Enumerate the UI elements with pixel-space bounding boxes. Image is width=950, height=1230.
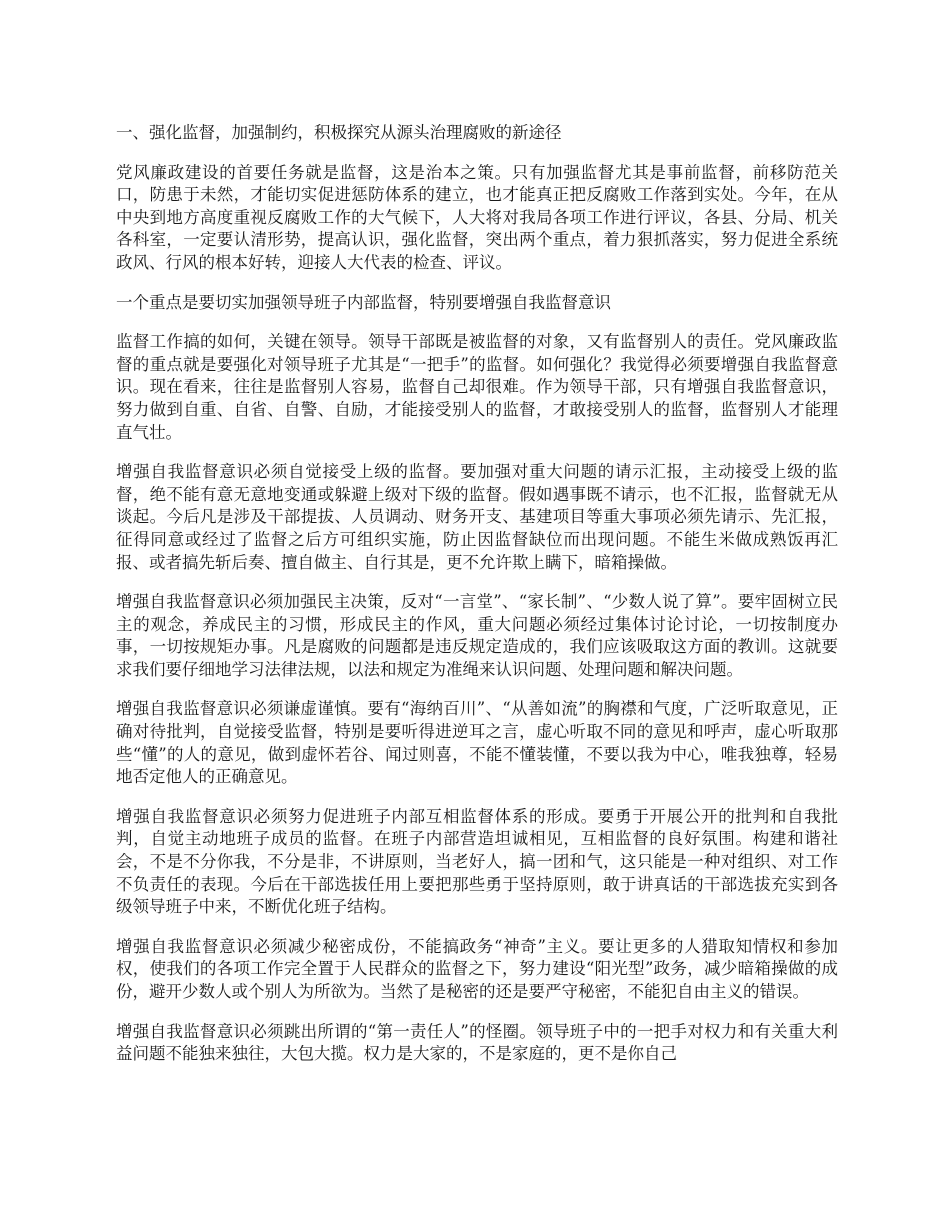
- section-title: 一、强化监督，加强制约，积极探究从源头治理腐败的新途径: [116, 123, 562, 142]
- paragraph: 增强自我监督意识必须加强民主决策，反对“一言堂”、“家长制”、“少数人说了算”。要牢固树立民主的观念，养成民主的习惯，形成民主的作风，重大问题必须经过集体讨论讨论，一切按制度办事，一切按规矩办事。凡是腐败的问题都是违反规定造成的，我们应该吸取这方面的教训。这就要求我们要仔细地学习法律法规，以法和规定为准绳来认识问题、处理问题和解决问题。: [116, 592, 838, 679]
- paragraph: 增强自我监督意识必须努力促进班子内部互相监督体系的形成。要勇于开展公开的批判和自我批判，自觉主动地班子成员的监督。在班子内部营造坦诚相见，互相监督的良好氛围。构建和谐社会，不是不分你我，不分是非，不讲原则，当老好人，搞一团和气，这只能是一种对组织、对工作不负责任的表现。今后在干部选拔任用上要把那些勇于坚持原则，敢于讲真话的干部选拔充实到各级领导班子中来，不断优化班子结构。: [116, 806, 838, 917]
- document-body: [116, 122, 838, 1083]
- subheading: 一个重点是要切实加强领导班子内部监督，特别要增强自我监督意识: [116, 292, 611, 312]
- paragraph: 增强自我监督意识必须减少秘密成份，不能搞政务“神奇”主义。要让更多的人猎取知情权和参加权，使我们的各项工作完全置于人民群众的监督之下，努力建设“阳光型”政务，减少暗箱操做的成份，避开少数人或个别人为所欲为。当然了是秘密的还是要严守秘密，不能犯自由主义的错误。: [116, 936, 838, 1001]
- paragraph: 增强自我监督意识必须自觉接受上级的监督。要加强对重大问题的请示汇报，主动接受上级的监督，绝不能有意无意地变通或躲避上级对下级的监督。假如遇事既不请示，也不汇报，监督就无从谈起。今后凡是涉及干部提拔、人员调动、财务开支、基建项目等重大事项必须先请示、先汇报，征得同意或经过了监督之后方可组织实施，防止因监督缺位而出现问题。不能生米做成熟饭再汇报、或者搞先斩后奏、擅自做主、自行其是，更不允许欺上瞒下，暗箱操做。: [116, 462, 838, 572]
- paragraph: 增强自我监督意识必须谦虚谨慎。要有“海纳百川”、“从善如流”的胸襟和气度，广泛听取意见，正确对待批判，自觉接受监督，特别是要听得进逆耳之言，虚心听取不同的意见和呼声，虚心听取那些“懂”的人的意见，做到虚怀若谷、闻过则喜，不能不懂装懂，不要以我为中心，唯我独尊，轻易地否定他人的正确意见。: [116, 699, 838, 787]
- paragraph: 党风廉政建设的首要任务就是监督，这是治本之策。只有加强监督尤其是事前监督，前移防范关口，防患于未然，才能切实促进惩防体系的建立，也才能真正把反腐败工作落到实处。今年，在从中央到地方高度重视反腐败工作的大气候下，人大将对我局各项工作进行评议，各县、分局、机关各科室，一定要认清形势，提高认识，强化监督，突出两个重点，着力狠抓落实，努力促进全系统政风、行风的根本好转，迎接人大代表的检查、评议。: [116, 162, 838, 272]
- paragraph: 监督工作搞的如何，关键在领导。领导干部既是被监督的对象，又有监督别人的责任。党风廉政监督的重点就是要强化对领导班子尤其是“一把手”的监督。如何强化？我觉得必须要增强自我监督意识。现在看来，往往是监督别人容易，监督自己却很难。作为领导干部，只有增强自我监督意识，努力做到自重、自省、自警、自励，才能接受别人的监督，才敢接受别人的监督，监督别人才能理直气壮。: [116, 332, 838, 442]
- paragraph: 增强自我监督意识必须跳出所谓的“第一责任人”的怪圈。领导班子中的一把手对权力和有关重大利益问题不能独来独往，大包大揽。权力是大家的，不是家庭的，更不是你自己: [116, 1021, 838, 1064]
